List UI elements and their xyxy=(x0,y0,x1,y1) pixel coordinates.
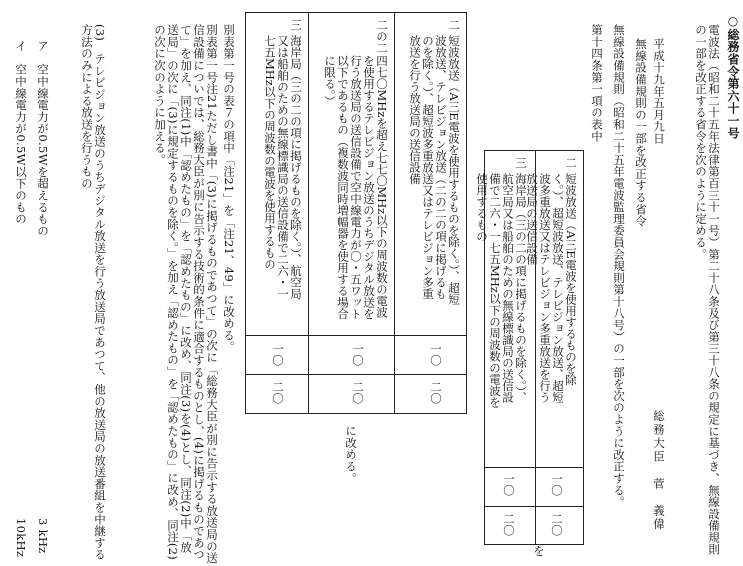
table-new-row-no: 二の二 xyxy=(375,19,389,54)
table-new-value: 一〇 xyxy=(271,343,285,366)
table-new-row-text: 海岸局（三の二の項に掲げるものを除く。）、航空局又は船舶のための無線標識局の送信設備で二六・一七五MHz以下の周波数の電波を使用するもの xyxy=(263,35,303,300)
table-new-row-no: 三 xyxy=(289,19,303,31)
table-new-value: 二〇 xyxy=(351,381,365,404)
list-item-i xyxy=(14,40,27,225)
preamble-text: 電波法（昭和二十五年法律第百三十一号）第二十八条及び第三十八条の規定に基づき、無線設備規則の一部を改正する省令を次のように定める。 xyxy=(694,24,721,555)
table-old-row-text: 短波放送（A三E電波を使用するものを除く。）、超短波放送、テレビジョン放送、超短波多重放送又はテレビジョン多重放送を行う放送局の送信設備 xyxy=(525,173,578,403)
list-item-label: イ xyxy=(14,40,28,52)
preamble xyxy=(690,24,720,564)
table-new-value: 二〇 xyxy=(429,381,443,404)
table-new-row-no: 二 xyxy=(447,19,461,31)
table-old-value: 二〇 xyxy=(502,513,516,536)
ordinance-title: 無線設備規則の一部を改正する省令 xyxy=(634,38,648,227)
table-new-value: 二〇 xyxy=(271,381,285,404)
table-new-row-text: 四七〇MHzを超え七七〇MHz以下の周波数の電波を使用するテレビジョン放送のうちデジタル放送を行う放送局の送信設備で空中線電力が〇・五ワット以下であるもの（複数波同時増幅器を使用する場合に限る。） xyxy=(323,55,389,320)
table-old-row-no: 二 xyxy=(564,157,578,169)
signatory: 総務大臣 菅 義偉 xyxy=(652,410,666,532)
ordinance-number: ○総務省令第六十一号 xyxy=(726,14,740,139)
table-new-value: 一〇 xyxy=(351,343,365,366)
list-item-a xyxy=(36,40,49,237)
paragraph-1: 無線設備規則（昭和二十五年電波監理委員会規則第十八号）の一部を次のように改正する。 xyxy=(612,24,626,508)
table-new-value: 一〇 xyxy=(429,343,443,366)
table-new xyxy=(245,12,467,414)
list-item-3 xyxy=(70,24,106,564)
table-old-suffix: を xyxy=(532,545,546,557)
table-old-row-text: 海岸局（三の二の項に掲げるものを除く。）、航空局又は船舶のための無線標識局の送信設備で二六・一七五MHz以下の周波数の電波を使用するもの xyxy=(475,173,528,408)
list-item-a-value: 3 kHz xyxy=(36,518,50,554)
table-new-suffix: に改める。 xyxy=(344,425,358,484)
table-old-value: 一〇 xyxy=(502,473,516,496)
table-old-row-no: 三 xyxy=(514,157,528,169)
table-old-value: 一〇 xyxy=(550,473,564,496)
table-old-value: 二〇 xyxy=(550,513,564,536)
table-new-row-text: 短波放送（A三E電波を使用するものを除く。）、超短波放送、テレビジョン放送（二の二の項に掲げるものを除く。）、超短波多重放送又はテレビジョン多重放送を行う放送局の送信設備 xyxy=(408,35,461,305)
list-item-i-value: 10kHz xyxy=(14,518,28,558)
paragraph-2: 第十四条第一項の表中 xyxy=(590,24,604,142)
paragraph-4-text: 別表第一号注21ただし書中「(3)に掲げるものであつて」の次に「総務大臣が別に告示する放送局の送信設備についでは、総務大臣が別に告示する技術的条件に適合するものとし、(4)に掲げるものであつて」を加え、同注(1)中「認めたもの」を「認めたもの」に改め、同注(3)を(4)とし、同注(2)中「放送局」の次に「(3)に規定するものを除く。」を加え「認めたもの」を「認めたもの」に改め、同注(2)の次に次のように加える。 xyxy=(153,24,219,564)
list-item-label: ア xyxy=(36,40,50,52)
date: 平成十九年五月九日 xyxy=(652,38,666,145)
list-item-text: テレビジョン放送のうちデジタル放送を行う放送局であつて、他の放送局の放送番組を中継する方法のみによる放送を行うもの xyxy=(80,24,107,561)
list-item-text: 空中線電力が0.5W以下のもの xyxy=(14,63,28,225)
paragraph-3: 別表第一号の表７の項中「注21」を「注21、49」に改める。 xyxy=(222,24,236,353)
list-item-text: 空中線電力が0.5Wを超えるもの xyxy=(36,63,50,237)
paragraph-4 xyxy=(112,24,218,564)
list-item-label: (3) xyxy=(93,24,107,42)
table-old xyxy=(475,150,584,545)
